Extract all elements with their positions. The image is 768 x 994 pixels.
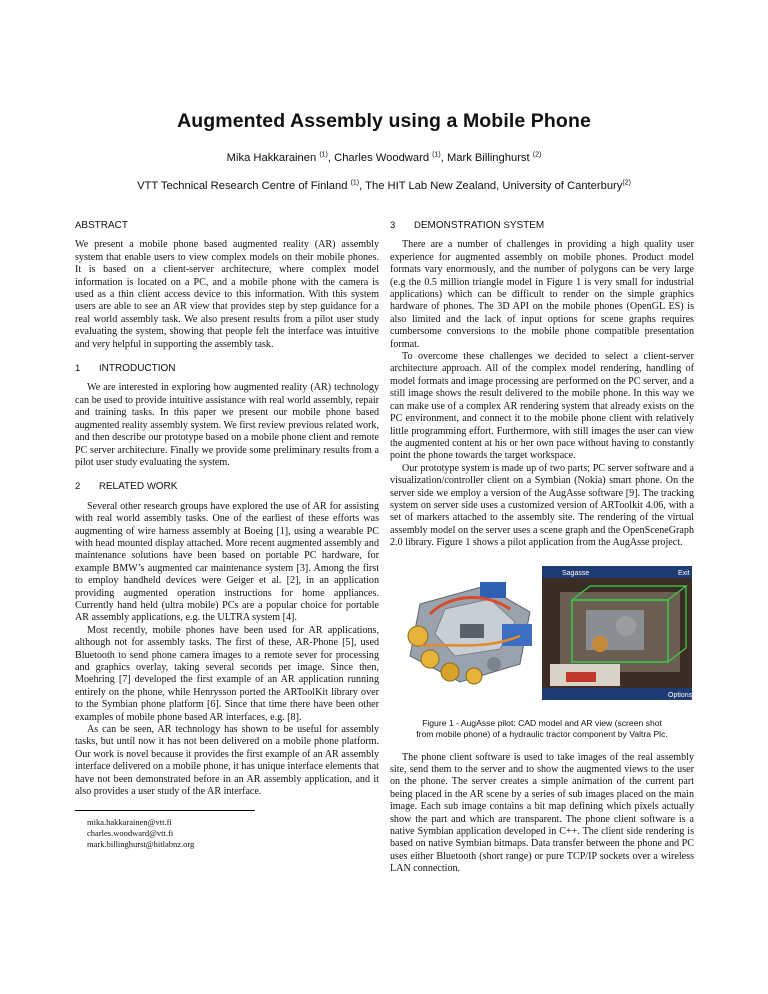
paragraph: Most recently, mobile phones have been used for AR applications, although not for assembly tasks. The first of these, AR-Phone [5], used Bluetooth to send phone camera images to a remote sever for processing and graphics overlay, taking several seconds per image. Since then, Moehring [7] developed the first example of an AR application running entirely on the phone, while Henrysson ported the ARToolKit library over to the Symbian phone platform [6]. Since that time there have been other examples of mobile phone based AR interfaces, e.g. [8].	[75, 624, 379, 723]
figure-caption: Figure 1 - AugAsse pilot: CAD model and AR view (screen shot from mobile phone) of a hydraulic tractor component by Valtra Plc.	[416, 717, 668, 739]
paragraph: As can be seen, AR technology has shown to be useful for assembly tasks, but until now it has not been delivered on a mobile phone platform. Our work is novel because it provides the first example of an AR assembly interface delivered on a mobile phone, it has unique interface elements that have not been demonstrated before in an AR assembly application, and it also provides a user study of the AR interface.	[75, 724, 379, 798]
author-name: Mark Billinghurst	[446, 152, 530, 164]
section-heading-demonstration-system: 3 DEMONSTRATION SYSTEM	[390, 220, 545, 231]
author-affil-mark: (2)	[532, 151, 542, 159]
affiliation-name: The HIT Lab New Zealand, University of Canterbury	[365, 180, 623, 192]
right-column	[390, 220, 694, 876]
figure-1-image	[390, 564, 694, 712]
paragraph: The phone client software is used to take images of the real assembly site, send them to the server and to show the augmented views to the user on the phone. The server creates a simple animation of the current part being placed in the AR scene by a series of sub images placed on the main image. Each sub image contains a bit map defining which pixels actually show the part and which are transparent. The phone client software is a native Symbian application developed in C++. The client side rendering is based on native Symbian bitmaps. Data transfer between the phone and PC uses either Bluetooth (short range) or pure TCP/IP sockets over a wireless LAN connection.	[390, 751, 694, 875]
paragraph: Our prototype system is made up of two parts; PC server software and a visualization/controller client on a Symbian (Nokia) smart phone. On the server side we employ a version of the AugAsse software [9]. The tracking system on server side uses a customized version of ARToolkit 4.06, with a set of markers attached to the assembly site. The rendering of the virtual assembly model on the server uses a scene graph and the OpenSceneGraph 2.0 library. Figure 1 shows a pilot application from the AugAsse project.	[390, 462, 694, 549]
affiliation-mark: (2)	[622, 179, 631, 187]
section-heading-related-work: 2 RELATED WORK	[75, 481, 178, 493]
paragraph: To overcome these challenges we decided to select a client-server architecture approach. All of the complex model rendering, handling of model formats and image processing are performed on the PC server, and a still image shows the result delivered to the mobile phone. In this way we can make use of a complex AR rendering system that already exists on the PC environment, and connect it to the mobile phone client with relatively little programming effort. Furthermore, with still images the user can view the augmented content at his or her own pace without having to constantly point the phone towards the target workspace.	[390, 351, 694, 462]
abstract-text: We present a mobile phone based augmented reality (AR) assembly system that enable users to view complex models on their mobile phones. It is based on a client-server architecture, where complex model information is located on a PC, and a mobile phone with the camera is used as a thin client access device to this information. With this system users are able to see an AR view that provides step by step guidance for a real world assembly task. We also present results from a pilot user study evaluating the system, showing that people felt the interface was intuitive and very helpful in supporting the assembly task.	[75, 239, 379, 350]
phone-title: Sagasse	[562, 569, 590, 577]
affiliation-name: VTT Technical Research Centre of Finland	[137, 180, 348, 192]
footnote-rule	[75, 810, 255, 811]
abstract-heading: ABSTRACT	[75, 220, 129, 231]
left-column	[75, 220, 379, 850]
footnote-email: mark.billinghurst@hitlabnz.org	[87, 839, 195, 850]
section-heading-introduction: 1 INTRODUCTION	[75, 363, 176, 375]
author-affil-mark: (1)	[432, 151, 441, 159]
author-name: Charles Woodward	[334, 152, 430, 164]
cad-model-illustration	[398, 566, 538, 700]
paper-title: Augmented Assembly using a Mobile Phone	[177, 110, 591, 132]
figure-1	[390, 564, 694, 712]
footnote-email: charles.woodward@vtt.fi	[87, 828, 174, 839]
affiliation-mark: (1)	[350, 179, 360, 187]
phone-options-label: Options	[668, 691, 693, 699]
footnote-email: mika.hakkarainen@vtt.fi	[87, 817, 172, 828]
paragraph: We are interested in exploring how augmented reality (AR) technology can be used to provide intuitive assistance with real world assembly, repair and training tasks. In this paper we present our mobile phone based augmented reality assembly system. We first review previous related work, and then describe our prototype based on a mobile phone client and remote PC server architecture. Finally we provide some preliminary results from a pilot user study evaluating the system.	[75, 382, 379, 468]
affiliation-line: VTT Technical Research Centre of Finland $^{(1)}$, The HIT Lab New Zealand, University of Canterbury$^{(2)}$	[137, 179, 631, 192]
phone-screenshot	[542, 566, 693, 700]
author-affil-mark: (1)	[319, 151, 328, 159]
paragraph: Several other research groups have explored the use of AR for assisting with real world assembly tasks. One of the earliest of these efforts was augmenting of wire harness assembly at Boeing [1], using a wearable PC with head mounted display attached. More recent augmented assembly and maintenance solutions have been based on portable PC hardware, for example BMW’s augmented car maintenance system [3]. Among the first to employ handheld devices were Geiger et al. [2], in an application providing augmented operation instructions for home appliances. Currently hand held (ultra mobile) PCs are a popular choice for portable AR assembly applications, e.g. the ULTRA system [4].	[75, 500, 379, 624]
author-name: Mika Hakkarainen	[226, 152, 317, 164]
author-line: Mika Hakkarainen $^{(1)}$, Charles Woodward $^{(1)}$, Mark Billinghurst $^{(2)}$	[226, 151, 542, 164]
phone-exit-label: Exit	[678, 569, 690, 577]
paragraph: There are a number of challenges in providing a high quality user experience for augmented assembly on mobile phones. Product model formats vary enormously, and the number of polygons can be very large (e.g the 0.5 million triangle model in Figure 1 is very small for industrial applications) which can be difficult to render on the simple graphics hardware of phones. The 3D API on the mobile phones (OpenGL ES) is also limited and the lack of input options for scene graphs requires cumbersome conversions to the mobile phone compatible presentation format.	[390, 239, 694, 350]
